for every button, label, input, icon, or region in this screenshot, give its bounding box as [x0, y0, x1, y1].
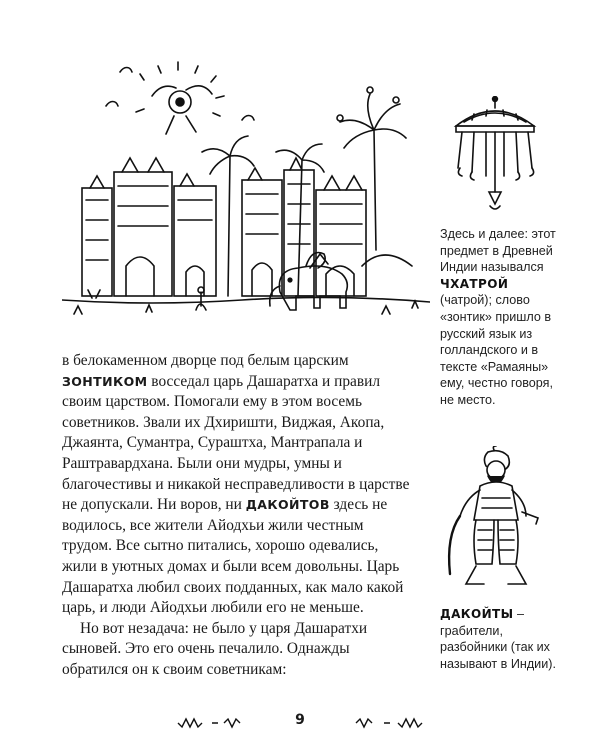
page-number: 9 [295, 712, 305, 728]
chhatra-illustration [446, 96, 544, 216]
dacoits-note: ДАКОЙТЫ – грабители, разбойники (так их называют в Индии). [440, 607, 556, 671]
dacoit-illustration [436, 446, 556, 598]
main-text [62, 351, 414, 681]
keyword-zontik: ЗОНТИКОМ [62, 373, 148, 389]
palace-illustration [62, 60, 430, 322]
palm-tree-drawing [337, 87, 406, 250]
page-footer [170, 708, 430, 738]
chhatra-note: Здесь и далее: этот предмет в Древней Индии назывался ЧХАТРОЙ (чатрой); слово «зонтик» пришло в русский язык из голландского и в тексте «Рамаяны» ему, честно говоря, не место. [440, 227, 556, 407]
term-dacoits: ДАКОЙТЫ [440, 607, 514, 621]
paragraph-2: Но вот незадача: не было у царя Дашаратхи сыновей. Это его очень печалило. Однажды обратился он к своим советникам: [62, 619, 368, 678]
palace-walls [82, 158, 366, 296]
keyword-dacoits: ДАКОЙТОВ [245, 497, 330, 513]
paragraph-1: в белокаменном дворце под белым царским ЗОНТИКОМ восседал царь Дашаратха и правил своим царством. Помогали ему в этом восемь советников. Звали их Дхиришти, Виджая, Акопа, Джаянта, Сумантра, Сураштха, Мантрапала и Раштравардхана. Были они мудры, умны и благочестивы и никакой несправедливости в царстве не допускали. Ни воров, ни ДАКОЙТОВ здесь не водилось, все жители Айодхьи жили честным трудом. Все сытно питались, хорошо одевались, жили в уютных домах и были всем довольны. Царь Дашаратха любил своих подданных, как мало какой царь, и люди Айодхьи любили его не меньше. [62, 352, 410, 617]
term-chhatra: ЧХАТРОЙ [440, 276, 509, 291]
sun-drawing [106, 60, 254, 134]
footer-ornament-right [354, 716, 426, 730]
